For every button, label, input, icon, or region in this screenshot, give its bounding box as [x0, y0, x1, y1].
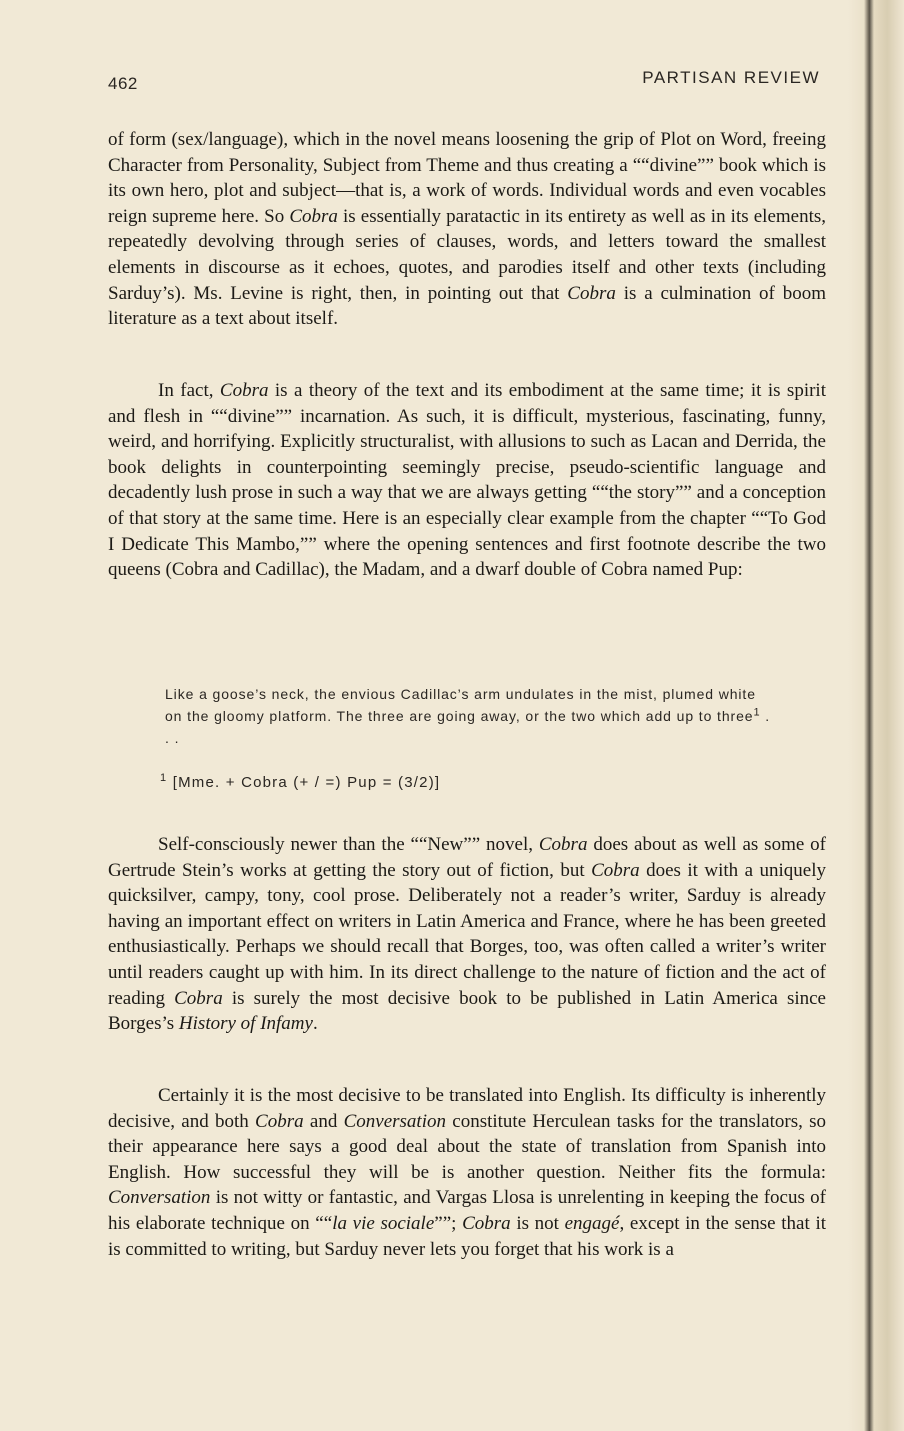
- text-run: .: [312, 1013, 318, 1035]
- text-run: is a culmination of boom literature as a text about itself.: [108, 282, 826, 330]
- footnote-mark: 1: [160, 772, 168, 784]
- book-spine-shadow: [848, 0, 904, 1431]
- book-gutter-edge: [864, 0, 874, 1431]
- title-cobra: Cobra: [567, 282, 616, 304]
- text-run: does it with a uniquely quicksilver, campy, tony, cool prose. Deliberately not a reader’s writer, Sarduy is already having an important effect on writers in Latin America and France, where he has been greeted enthusiastically. Perhaps we should recall that Borges, too, was often called a writer’s writer until readers caught up with him. In its direct challenge to the nature of fiction and the act of reading: [108, 859, 826, 1009]
- quote-ellipsis: . . .: [165, 708, 771, 746]
- title-cobra: Cobra: [289, 205, 338, 227]
- word-engage: engagé: [564, 1212, 620, 1234]
- text-run: Certainly it is the most decisive to be translated into English. Its difficulty is inherently decisive, and both: [108, 1085, 826, 1132]
- page-number: 462: [108, 74, 138, 93]
- text-run: is a theory of the text and its embodiment at the same time; it is spirit and flesh in ““divine”” incarnation. As such, it is difficult, mysterious, fascinating, funny, weird, and horrifying. Explicitly structuralist, with allusions to such as Lacan and Derrida, the book delights in counterpointing seemingly precise, pseudo-scientific language and decadently lush prose in such a way that we are always getting ““the story”” and a conception of that story at the same time. Here is an especially clear example from the chapter ““To God I Dedicate This Mambo,”” where the opening sentences and first footnote describe the two queens (Cobra and Cadillac), the Madam, and a dwarf double of Cobra named Pup:: [108, 380, 826, 581]
- text-run: constitute Herculean tasks for the translators, so their appearance here says a good deal about the state of translation from Spanish into English. How successful they will be is another question. Neither fits the formula:: [108, 1110, 827, 1183]
- text-run: and: [303, 1110, 344, 1132]
- title-cobra: Cobra: [219, 380, 269, 401]
- paragraph-4: [108, 1083, 826, 1262]
- title-cobra: Cobra: [538, 834, 588, 855]
- paragraph-2: [108, 378, 826, 583]
- title-cobra: Cobra: [174, 987, 223, 1009]
- text-run: is surely the most decisive book to be published in Latin America since Borges’s: [108, 987, 826, 1035]
- text-run: is not witty or fantastic, and Vargas Llosa is unrelenting in keeping the focus of his elaborate technique on ““: [108, 1187, 826, 1234]
- title-cobra: Cobra: [255, 1110, 304, 1132]
- text-run: is essentially paratactic in its entirety as well as in its elements, repeatedly devolving through series of clauses, words, and letters toward the smallest elements in discourse as it echoes, quotes, and parodies itself and other texts (including Sarduy’s). Ms. Levine is right, then, in pointing out that: [108, 205, 827, 304]
- text-run: , except in the sense that it is committed to writing, but Sarduy never lets you forget that his work is a: [108, 1212, 826, 1260]
- phrase-la-vie-sociale: la vie sociale: [332, 1212, 435, 1234]
- text-run: In fact,: [158, 380, 220, 401]
- quote-text: Like a goose’s neck, the envious Cadillac’s arm undulates in the mist, plumed white on the gloomy platform. The three are going away, or the two which add up to three: [165, 686, 756, 724]
- journal-title: PARTISAN REVIEW: [642, 68, 820, 87]
- text-run: is not: [510, 1212, 565, 1234]
- text-run: ””;: [434, 1212, 463, 1234]
- title-history-of-infamy: History of Infamy: [178, 1013, 313, 1035]
- text-run: of form (sex/language), which in the novel means loosening the grip of Plot on Word, freeing Character from Personality, Subject from Theme and thus creating a ““divine”” book which is its own hero, plot and subject—that is, a work of words. Individual words and even vocables reign supreme here. So: [108, 129, 826, 227]
- text-run: Self-consciously newer than the ““New”” novel,: [158, 834, 539, 855]
- text-run: does about as well as some of Gertrude Stein’s works at getting the story out of fiction, but: [108, 834, 826, 881]
- title-conversation: Conversation: [108, 1187, 211, 1209]
- running-head: [108, 68, 820, 96]
- footnote-text: [Mme. + Cobra (+ / =) Pup = (3/2)]: [172, 774, 441, 791]
- footnote-ref: 1: [753, 706, 761, 719]
- footnote: [160, 774, 440, 791]
- title-cobra: Cobra: [462, 1212, 511, 1234]
- block-quote: [165, 683, 775, 749]
- paragraph-1: [108, 127, 826, 332]
- title-conversation: Conversation: [343, 1110, 446, 1132]
- paragraph-3: [108, 832, 826, 1037]
- title-cobra: Cobra: [591, 859, 640, 881]
